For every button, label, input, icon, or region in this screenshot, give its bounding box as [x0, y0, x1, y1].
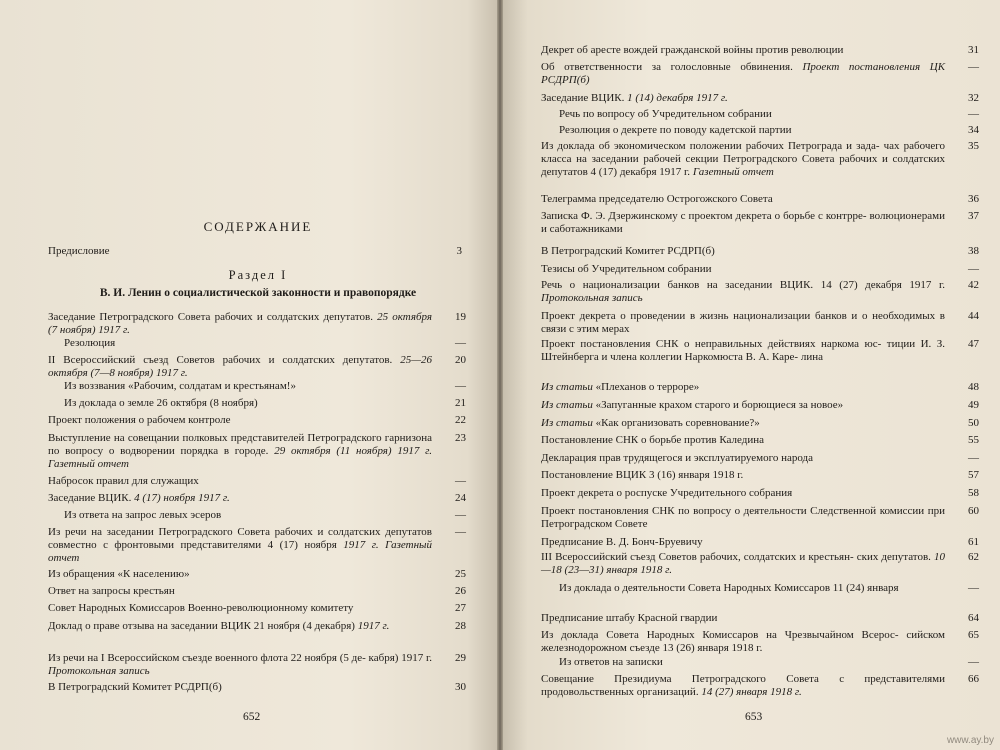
entry-title: Предписание штабу Красной гвардии	[541, 612, 718, 624]
entry-page: 25	[455, 568, 466, 580]
entry-page: 38	[968, 245, 979, 257]
entry-title: Из статьи «Плеханов о терроре»	[541, 381, 700, 393]
right-page	[503, 0, 1000, 750]
entry-title: Из речи на заседании Петроградского Совета рабочих и солдатских депутатов совместно с фронтовыми представителями 4 (17) ноября 1917 г. Газетный отчет	[48, 526, 432, 564]
entry-page: —	[455, 509, 466, 521]
entry-title: Резолюция	[64, 337, 116, 349]
entry-title: Из статьи «Запуганные крахом старого и борющиеся за новое»	[541, 399, 844, 411]
entry-title: В Петроградский Комитет РСДРП(б)	[541, 245, 715, 257]
entry-title: Проект постановления СНК о неправильных действиях наркома юс- тиции И. З. Штейнберга и члена коллегии Наркомюста В. А. Каре- лина	[541, 338, 945, 363]
entry-page: 42	[968, 279, 979, 291]
entry-page: 22	[455, 414, 466, 426]
entry-title: Речь по вопросу об Учредительном собрании	[559, 108, 772, 120]
entry-title: Записка Ф. Э. Дзержинскому с проектом декрета о борьбе с контрре- волюционерами и саботажниками	[541, 210, 945, 235]
entry-title: Предисловие	[48, 245, 110, 257]
entry-title: III Всероссийский съезд Советов рабочих, солдатских и крестьян- ских депутатов. 10—18 (23—31) января 1918 г.	[541, 551, 945, 576]
entry-title: Из статьи «Как организовать соревнование?»	[541, 417, 760, 429]
entry-page: 48	[968, 381, 979, 393]
entry-title: Предписание В. Д. Бонч-Бруевичу	[541, 536, 703, 548]
entry-page: —	[968, 656, 979, 668]
entry-page: 27	[455, 602, 466, 614]
entry-title: Проект декрета о проведении в жизнь национализации банков и о необходимых в связи с этим мерах	[541, 310, 945, 335]
entry-title: Декларация прав трудящегося и эксплуатируемого народа	[541, 452, 814, 464]
entry-page: 66	[968, 673, 979, 685]
entry-page: —	[455, 380, 466, 392]
entry-page: 32	[968, 92, 979, 104]
page-number-left: 652	[243, 711, 261, 723]
entry-title: Проект декрета о роспуске Учредительного собрания	[541, 487, 793, 499]
contents-heading: СОДЕРЖАНИЕ	[203, 219, 313, 234]
entry-title: Набросок правил для служащих	[48, 475, 199, 487]
entry-title: Из обращения «К населению»	[48, 568, 190, 580]
entry-page: 44	[968, 310, 979, 322]
entry-title: Выступление на совещании полковых представителей Петроградского гарнизона по вопросу о водворении порядка в городе. 29 октября (11 ноября) 1917 г. Газетный отчет	[48, 432, 432, 470]
entry-title: Телеграмма председателю Острогожского Совета	[541, 193, 773, 205]
section-title: В. И. Ленин о социалистической законности и правопорядке	[99, 287, 417, 299]
entry-page: 19	[455, 311, 466, 323]
entry-page: 60	[968, 505, 979, 517]
entry-page: 3	[456, 245, 462, 257]
entry-title: Из доклада Совета Народных Комиссаров на Чрезвычайном Всерос- сийском железнодорожном съезде 13 (26) января 1918 г.	[541, 629, 945, 654]
entry-title: Постановление СНК о борьбе против Каледина	[541, 434, 764, 446]
entry-page: 35	[968, 140, 979, 152]
entry-title: Совещание Президиума Петроградского Совета с представителями продовольственных организаций. 14 (27) января 1918 г.	[541, 673, 945, 698]
entry-page: 34	[968, 124, 979, 136]
entry-page: —	[968, 61, 979, 73]
entry-title: Из доклада о земле 26 октября (8 ноября)	[64, 397, 258, 409]
page-number-right: 653	[745, 711, 763, 723]
entry-page: —	[968, 108, 979, 120]
entry-page: 28	[455, 620, 466, 632]
entry-page: —	[968, 452, 979, 464]
entry-page: 29	[455, 652, 466, 664]
entry-page: 24	[455, 492, 466, 504]
entry-page: 65	[968, 629, 979, 641]
entry-title: Из воззвания «Рабочим, солдатам и крестьянам!»	[64, 380, 296, 392]
entry-title: Об ответственности за голословные обвинения. Проект постановления ЦК РСДРП(б)	[541, 61, 945, 86]
entry-page: 31	[968, 44, 979, 56]
entry-page: 26	[455, 585, 466, 597]
entry-title: Из доклада о деятельности Совета Народных Комиссаров 11 (24) января	[559, 582, 899, 594]
entry-title: Из ответа на запрос левых эсеров	[64, 509, 222, 521]
entry-page: —	[968, 263, 979, 275]
entry-title: Доклад о праве отзыва на заседании ВЦИК 21 ноября (4 декабря) 1917 г.	[48, 620, 390, 632]
entry-page: 50	[968, 417, 979, 429]
entry-page: 30	[455, 681, 466, 693]
entry-page: 64	[968, 612, 979, 624]
entry-title: В Петроградский Комитет РСДРП(б)	[48, 681, 222, 693]
entry-page: —	[455, 475, 466, 487]
watermark: www.ay.by	[946, 735, 994, 746]
entry-page: 47	[968, 338, 979, 350]
entry-title: Резолюция о декрете по поводу кадетской партии	[559, 124, 792, 136]
entry-page: —	[455, 526, 466, 538]
left-page	[0, 0, 497, 750]
entry-page: 21	[455, 397, 466, 409]
section-label: Раздел I	[228, 268, 288, 282]
entry-title: Из доклада об экономическом положении рабочих Петрограда и зада- чах рабочего класса на заседании рабочей секции Петроградского Совета рабочих и солдатских депутатов 4 (17) декабря 1917 г. Газетный отчет	[541, 140, 946, 178]
entry-page: 58	[968, 487, 979, 499]
entry-title: Проект положения о рабочем контроле	[48, 414, 231, 426]
entry-page: 23	[455, 432, 466, 444]
entry-title: Проект постановления СНК по вопросу о деятельности Следственной комиссии при Петроградском Совете	[541, 505, 945, 530]
entry-title: Совет Народных Комиссаров Военно-революционному комитету	[48, 602, 354, 614]
entry-title: Декрет об аресте вождей гражданской войны против революции	[541, 44, 844, 56]
entry-page: 36	[968, 193, 979, 205]
entry-page: 61	[968, 536, 979, 548]
entry-title: II Всероссийский съезд Советов рабочих и солдатских депутатов. 25—26 октября (7—8 ноября) 1917 г.	[48, 354, 432, 379]
entry-title: Речь о национализации банков на заседании ВЦИК. 14 (27) декабря 1917 г. Протокольная запись	[541, 279, 945, 304]
entry-page: 55	[968, 434, 979, 446]
entry-title: Заседание Петроградского Совета рабочих и солдатских депутатов. 25 октября (7 ноября) 1917 г.	[48, 311, 432, 336]
entry-page: 57	[968, 469, 979, 481]
entry-title: Из ответов на записки	[559, 656, 663, 668]
entry-page: —	[968, 582, 979, 594]
entry-page: 20	[455, 354, 466, 366]
entry-title: Тезисы об Учредительном собрании	[541, 263, 712, 275]
entry-title: Заседание ВЦИК. 4 (17) ноября 1917 г.	[48, 492, 230, 504]
entry-page: 37	[968, 210, 979, 222]
entry-page: 62	[968, 551, 979, 563]
entry-page: 49	[968, 399, 979, 411]
entry-title: Ответ на запросы крестьян	[48, 585, 175, 597]
entry-title: Из речи на I Всероссийском съезде военного флота 22 ноября (5 де- кабря) 1917 г. Протокольная запись	[48, 652, 432, 677]
entry-page: —	[455, 337, 466, 349]
entry-title: Постановление ВЦИК 3 (16) января 1918 г.	[541, 469, 744, 481]
entry-title: Заседание ВЦИК. 1 (14) декабря 1917 г.	[541, 92, 728, 104]
